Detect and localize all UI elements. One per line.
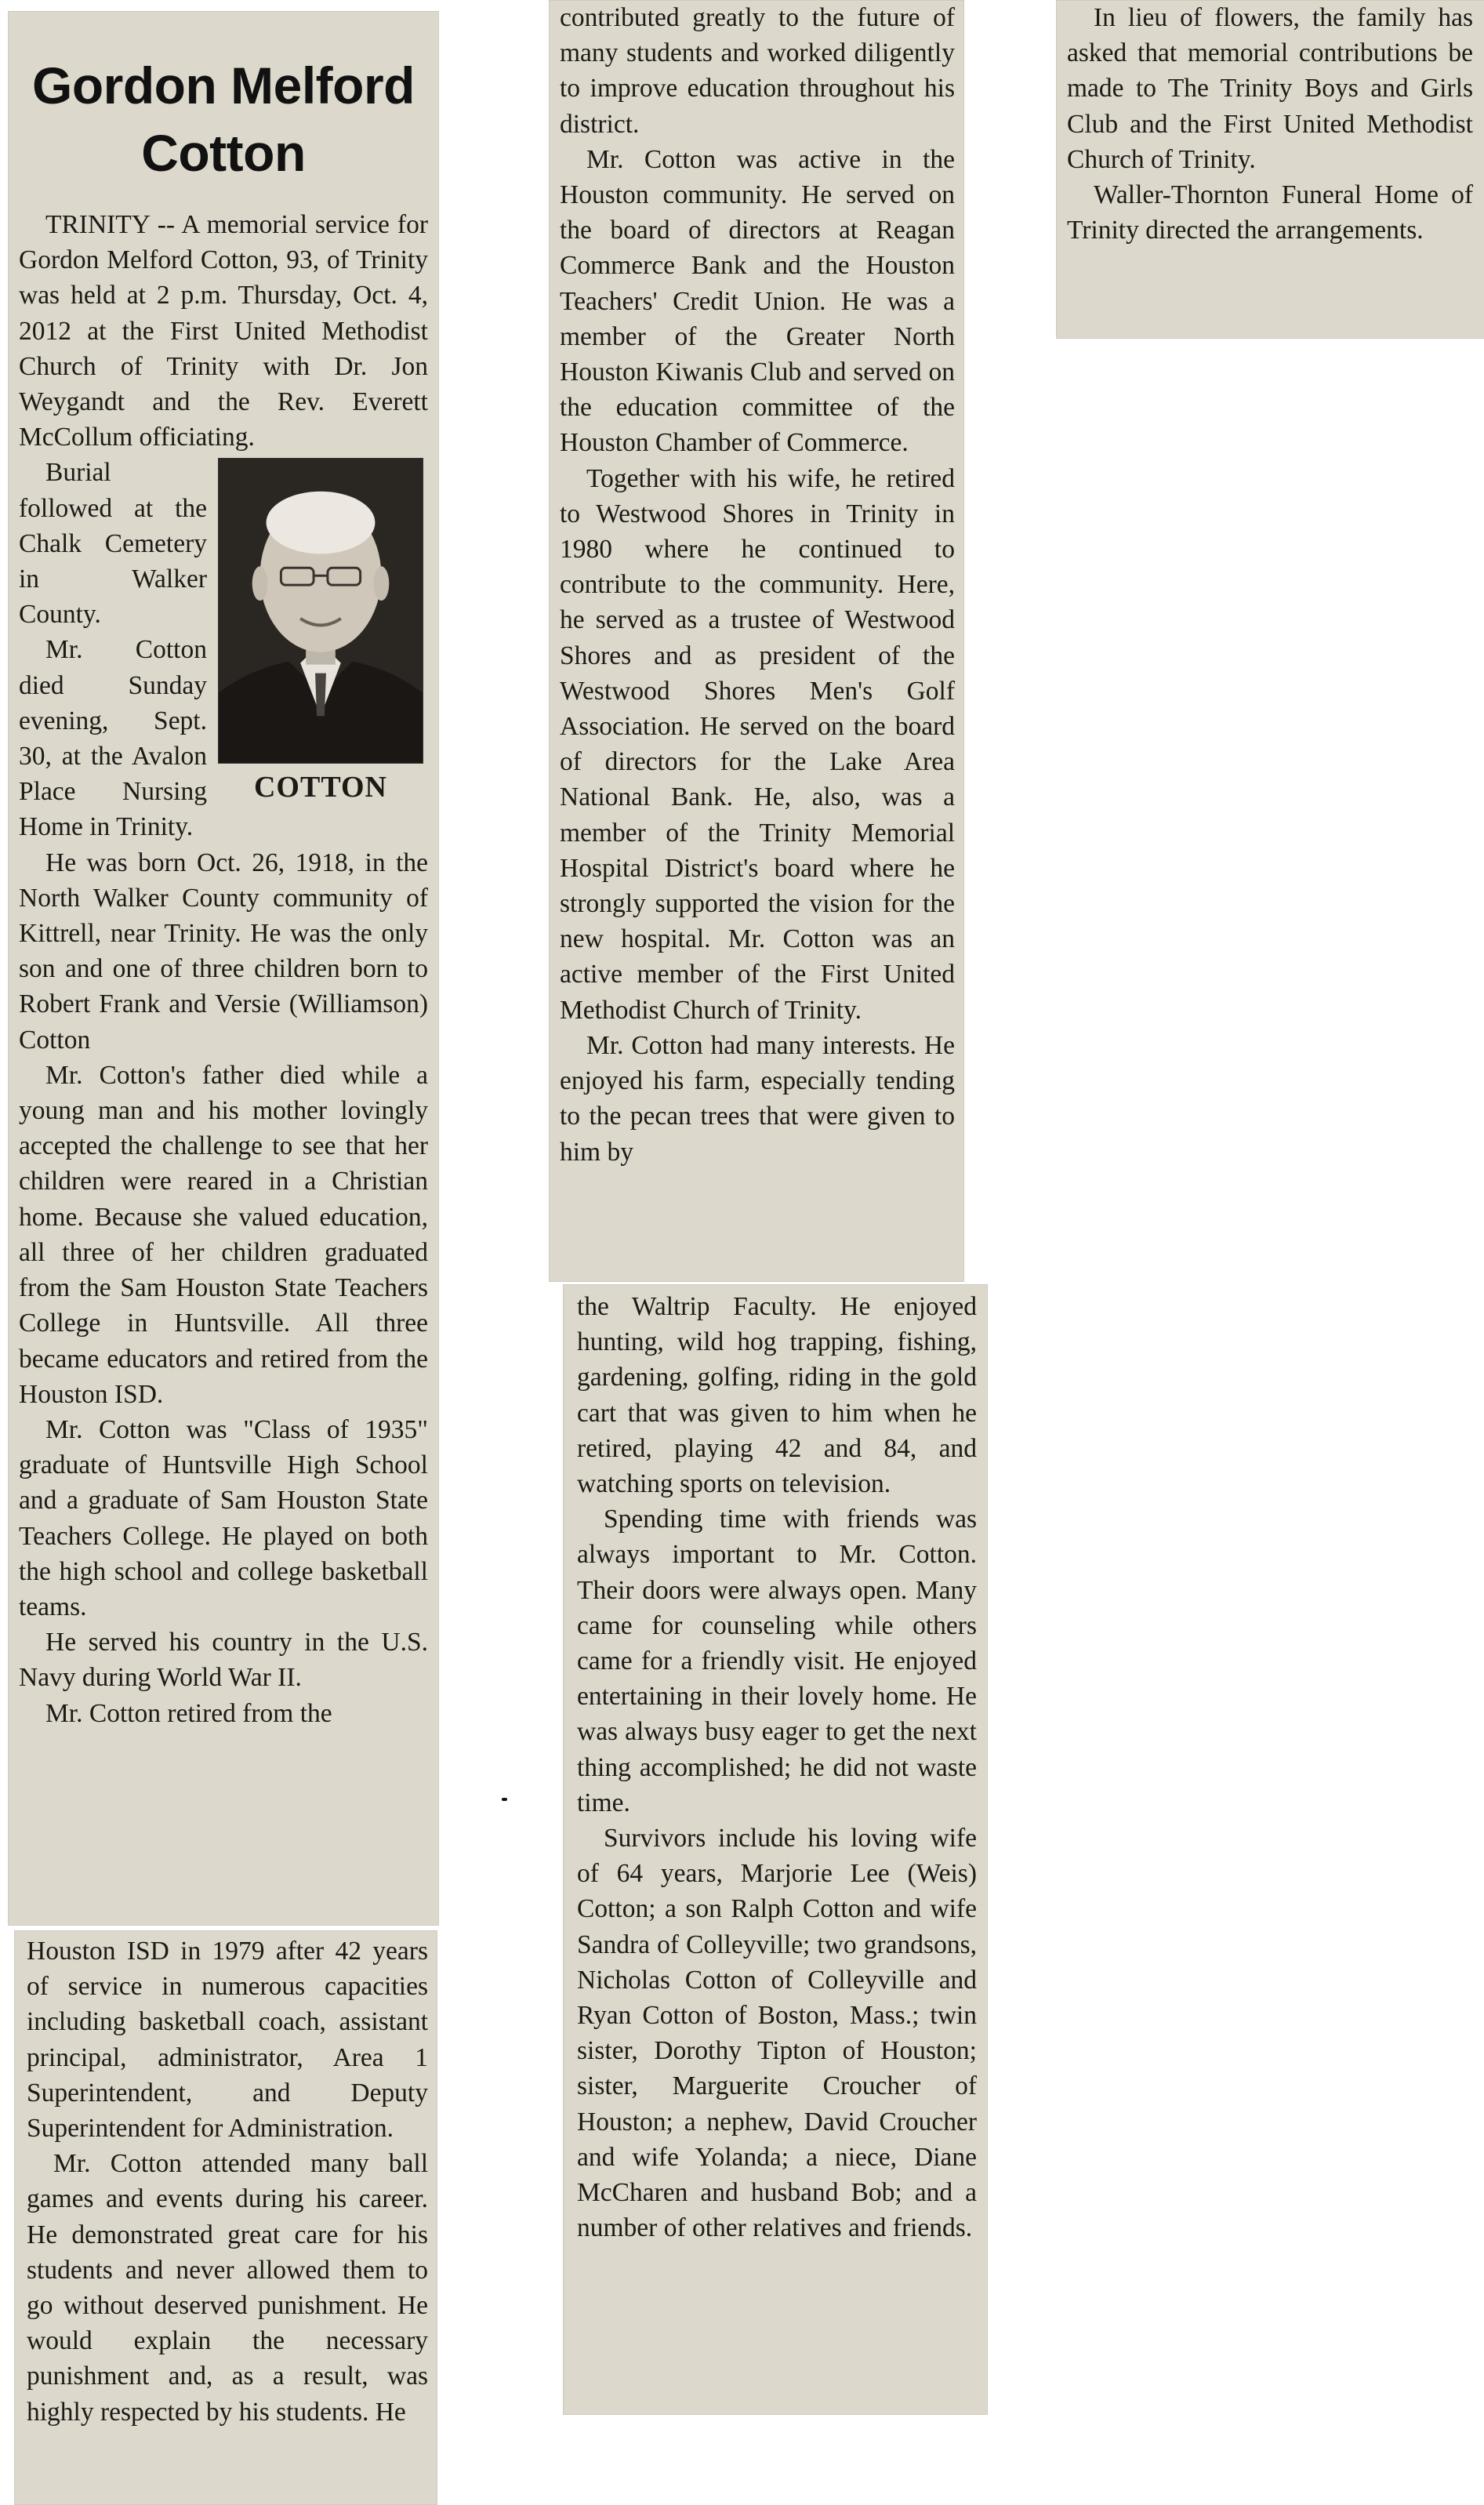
paragraph-students: Mr. Cotton attended many ball games and events during his career. He demonstrated great care for his students and never allowed them to go without deserved punishment. He would explain the necessary punishment and, as a result, was highly respected by his students. He xyxy=(27,2149,428,2427)
paragraph-birth: He was born Oct. 26, 1918, in the North Walker County community of Kittrell, near Trinity. He was the only son and one of three children born to Robert Frank and Versie (Williamson) Cotton xyxy=(19,848,428,1055)
paragraph-career: Houston ISD in 1979 after 42 years of service in numerous capacities including basketball coach, assistant principal, administrator, Area 1 Superintendent, and Deputy Superintendent for Administration. xyxy=(27,1937,428,2144)
portrait-caption: COTTON xyxy=(253,771,387,804)
paragraph-community: Mr. Cotton was active in the Houston community. He served on the board of directors at Reagan Commerce Bank and the Houston Teachers' Credit Union. He was a member of the Greater North Houston Kiwanis Club and served on the education committee of the Houston Chamber of Commerce. xyxy=(560,144,955,458)
paragraph-memorials: In lieu of flowers, the family has asked that memorial contributions be made to The Trinity Boys and Girls Club and the First United Methodist Church of Trinity. xyxy=(1067,3,1473,174)
ink-speck xyxy=(502,1798,507,1801)
paragraph-friends: Spending time with friends was always important to Mr. Cotton. Their doors were always open. Many came for counseling while others came for a friendly visit. He enjoyed entertaining in their lovely home. He was always busy eager to get the next thing accomplished; he did not waste time. xyxy=(577,1505,977,1817)
paragraph-education: contributed greatly to the future of many students and worked diligently to improve education throughout his district. xyxy=(560,3,955,139)
paragraph-navy: He served his country in the U.S. Navy during World War II. xyxy=(19,1628,428,1693)
headline: Gordon Melford Cotton xyxy=(32,56,415,182)
paragraph-family: Mr. Cotton's father died while a young man and his mother lovingly accepted the challenge to see that her children were reared in a Christian home. Because she valued education, all three of her children graduated from the Sam Houston State Teachers College in Huntsville. All three became educators and retired from the Houston ISD. xyxy=(19,1060,428,1409)
paragraph-school: Mr. Cotton was "Class of 1935" graduate of Huntsville High School and a graduate of Sam Houston State Teachers College. He played on both the high school and college basketball teams. xyxy=(19,1414,428,1621)
portrait-photo xyxy=(218,458,423,764)
clipping-column-3 xyxy=(1056,0,1484,339)
portrait-figure xyxy=(218,458,423,804)
clipping-column-1-top xyxy=(8,11,439,1926)
clipping-column-2-bottom xyxy=(563,1284,988,2415)
paragraph-survivors: Survivors include his loving wife of 64 years, Marjorie Lee (Weis) Cotton; a son Ralph Cotton and wife Sandra of Colleyville; two grandsons, Nicholas Cotton of Colleyville and Ryan Cotton of Boston, Mass.; twin sister, Dorothy Tipton of Houston; sister, Marguerite Croucher of Houston; a nephew, David Croucher and wife Yolanda; a niece, Diane McCharen and husband Bob; and a number of other relatives and friends. xyxy=(577,1824,977,2243)
clipping-column-1-bottom xyxy=(14,1930,437,2505)
paragraph-burial: Burial followed at the Chalk Cemetery in Walker County. xyxy=(19,458,207,630)
paragraph-death: Mr. Cotton died Sunday evening, Sept. 30, at the Avalon Place Nursing Home in Trinity. xyxy=(19,635,207,842)
paragraph-retired-start: Mr. Cotton retired from the xyxy=(45,1698,332,1728)
paragraph-interests: Mr. Cotton had many interests. He enjoyed his farm, especially tending to the pecan trees that were given to him by xyxy=(560,1030,955,1167)
clipping-column-2-top xyxy=(549,0,964,1282)
paragraph-funeral-home: Waller-Thornton Funeral Home of Trinity directed the arrangements. xyxy=(1067,180,1473,245)
paragraph-hobbies: the Waltrip Faculty. He enjoyed hunting, wild hog trapping, fishing, gardening, golfing, riding in the gold cart that was given to him when he retired, playing 42 and 84, and watching sports on television. xyxy=(577,1292,977,1499)
paragraph-memorial: TRINITY -- A memorial service for Gordon Melford Cotton, 93, of Trinity was held at 2 p.m. Thursday, Oct. 4, 2012 at the First United Methodist Church of Trinity with Dr. Jon Weygandt and the Rev. Everett McCollum officiating. xyxy=(19,210,428,452)
paragraph-westwood: Together with his wife, he retired to Westwood Shores in Trinity in 1980 where he continued to contribute to the community. Here, he served as a trustee of Westwood Shores and as president of the Westwood Shores Men's Golf Association. He served on the board of directors for the Lake Area National Bank. He, also, was a member of the Trinity Memorial Hospital District's board where he strongly supported the vision for the new hospital. Mr. Cotton was an active member of the First United Methodist Church of Trinity. xyxy=(560,463,955,1025)
